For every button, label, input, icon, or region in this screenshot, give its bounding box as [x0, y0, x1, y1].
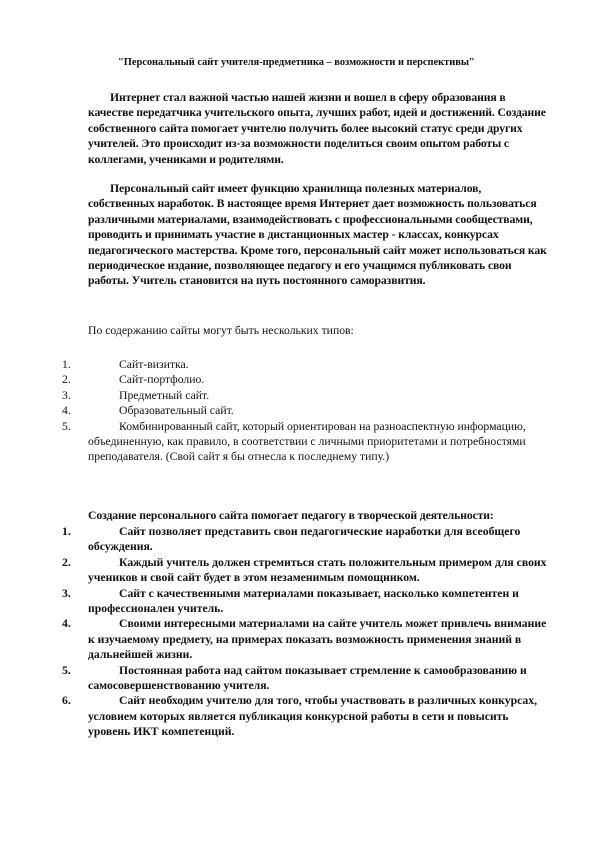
list-text: Комбинированный сайт, который ориентирован на разноаспектную информацию, объединенную, как правило, в соответствии с личными приоритетами и потребностями преподавателя. (Свой сайт я бы отнесла к последнему типу.) — [88, 419, 526, 464]
paragraph-function: Персональный сайт имеет функцию хранилища полезных материалов, собственных наработок. В настоящее время Интернет дает возможность пользоваться различными материалами, взаимодействовать с профессиональными сообществами, проводить и принимать участие в дистанционных мастер - классах, конкурсах педагогического мастерства. Кроме того, персональный сайт может использоваться как периодическое издание, позволяющее педагогу и его учащимся публиковать свои работы. Учитель становится на путь постоянного саморазвития. — [88, 182, 547, 288]
list-number: 2. — [62, 373, 71, 387]
list-number: 5. — [62, 419, 71, 433]
list-text: Сайт-визитка. — [119, 358, 189, 371]
paragraph-intro: Интернет стал важной частью нашей жизни и вошел в сферу образования в качестве передатчика учительского опыта, лучших работ, идей и достижений. Создание собственного сайта помогает учителю получить более высокий статус среди других учителей. Это происходит из-за возможности поделиться своим опытом работы с коллегами, учениками и родителями. — [88, 91, 546, 166]
list-text: Образовательный сайт. — [119, 404, 234, 418]
list-item — [62, 693, 550, 739]
list-text: Каждый учитель должен стремиться стать положительным примером для своих учеников и свой сайт будет в этом незаменимым помощником. — [88, 555, 547, 585]
list-number: 4. — [62, 404, 71, 418]
list-text: Сайт с качественными материалами показывает, насколько компетентен и профессионален учитель. — [88, 586, 519, 616]
benefits-intro: Создание персонального сайта помогает педагогу в творческой деятельности: — [88, 509, 494, 522]
list-item — [62, 616, 550, 662]
list-text: Своими интересными материалами на сайте учитель может привлечь внимание к изучаемому предмету, на примерах показать возможность применения знаний в дальнейшей жизни. — [88, 617, 547, 662]
list-number: 6. — [62, 694, 71, 708]
benefits-list — [62, 524, 550, 740]
types-list — [62, 357, 550, 465]
list-item — [62, 372, 550, 387]
list-number: 1. — [62, 358, 71, 371]
list-item — [62, 357, 550, 372]
list-item — [62, 555, 550, 586]
list-number: 3. — [62, 586, 71, 600]
list-text: Сайт-портфолио. — [119, 373, 205, 387]
types-intro: По содержанию сайты могут быть нескольких типов: — [88, 324, 354, 337]
list-number: 1. — [62, 525, 71, 538]
list-item — [62, 663, 550, 694]
list-text: Сайт необходим учителю для того, чтобы участвовать в различных конкурсах, условием которых является публикация конкурсной работы в сети и повысить уровень ИКТ компетенций. — [88, 694, 538, 739]
list-text: Постоянная работа над сайтом показывает стремление к самообразованию и самосовершенствованию учителя. — [88, 663, 527, 693]
list-item — [62, 388, 550, 403]
list-item — [62, 586, 550, 617]
list-number: 3. — [62, 388, 71, 402]
list-number: 4. — [62, 617, 71, 631]
list-text: Предметный сайт. — [119, 388, 210, 402]
list-text: Сайт позволяет представить свои педагогические наработки для всеобщего обсуждения. — [88, 525, 521, 554]
document-title: "Персональный сайт учителя-предметника – возможности и перспективы" — [118, 57, 475, 68]
list-number: 2. — [62, 555, 71, 569]
list-number: 5. — [62, 663, 71, 677]
list-item — [62, 419, 550, 465]
list-item — [62, 403, 550, 418]
list-item — [62, 524, 550, 555]
